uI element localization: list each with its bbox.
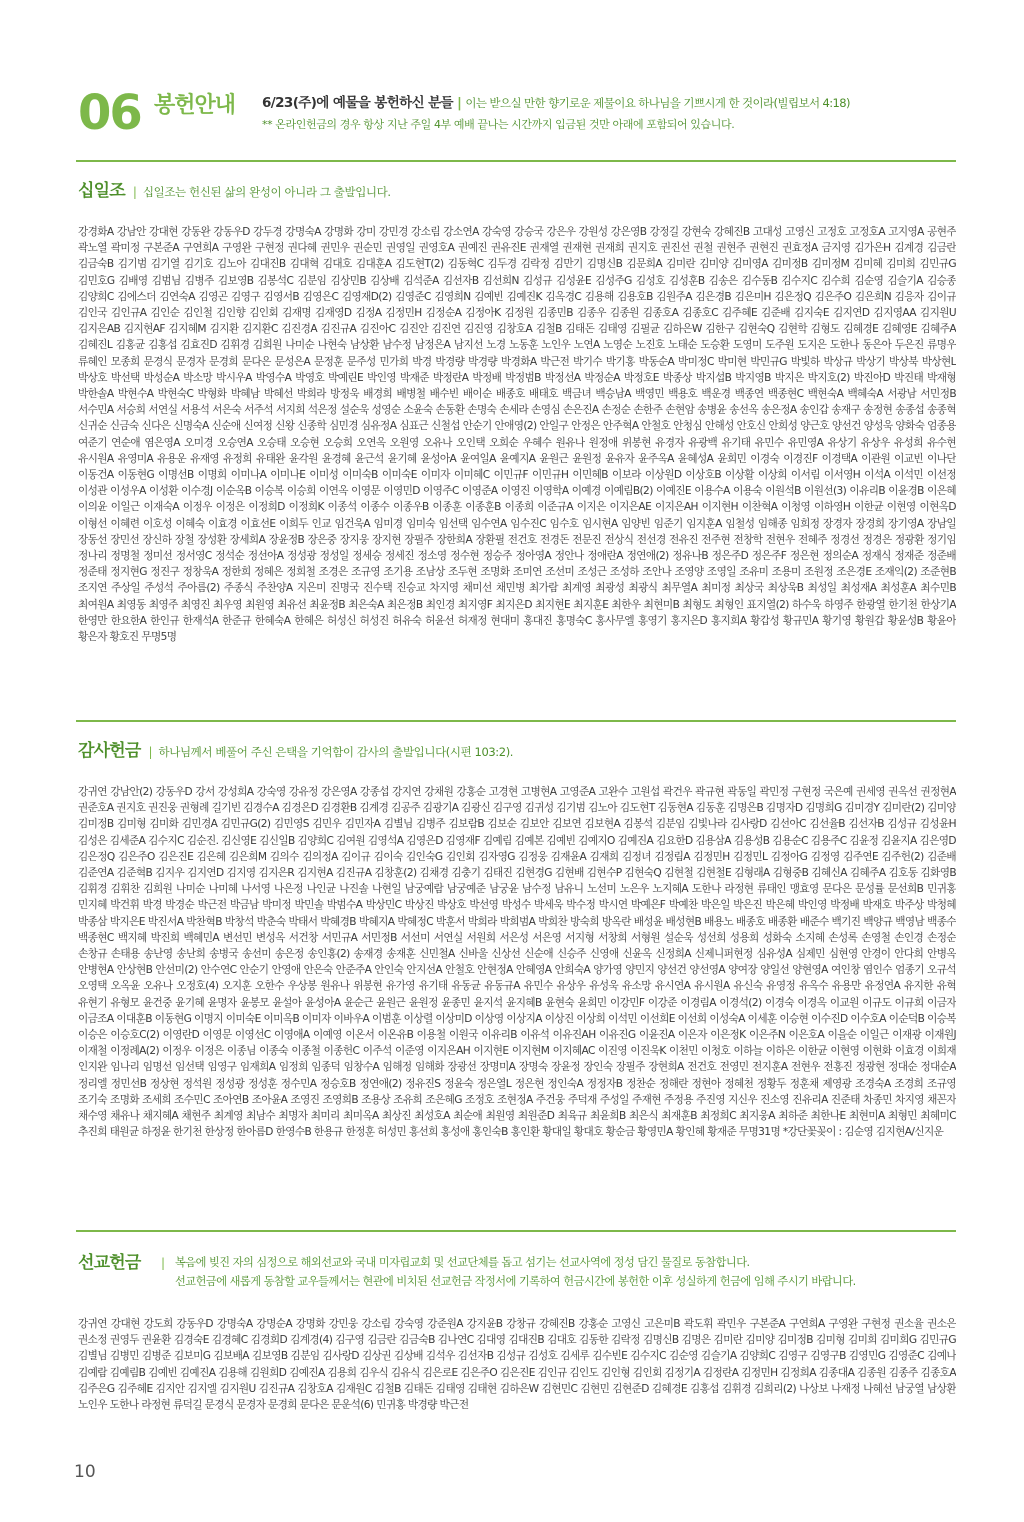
page-title: 봉헌안내 — [154, 93, 236, 118]
tithe-title: 십일조 — [78, 181, 125, 201]
tithe-divider — [76, 720, 956, 722]
divider-bar: | — [457, 95, 462, 111]
header-subtitle-line — [262, 94, 850, 112]
tithe-description: 십일조는 헌신된 삶의 완성이 아니라 그 출발입니다. — [142, 185, 391, 199]
thanks-heading — [78, 740, 513, 762]
mission-title: 선교헌금 — [78, 1253, 141, 1273]
tithe-heading — [78, 180, 391, 202]
mission-description-1: 복음에 빚진 자의 심정으로 해외선교와 국내 미자립교회 및 선교단체를 돕고 섬기는 선교사역에 정성 담긴 물질로 동참합니다. — [175, 1256, 750, 1269]
header-divider — [76, 160, 956, 162]
divider-bar: | — [132, 185, 137, 199]
thanks-description: 하나님께서 베풀어 주신 은택을 기억함이 감사의 출발입니다(시편 103:2). — [158, 745, 514, 759]
page-header — [78, 85, 958, 141]
divider-bar: | — [161, 1256, 166, 1270]
page-number: 10 — [74, 1462, 96, 1482]
header-verse: 이는 받으실 만한 향기로운 제물이요 하나님을 기쁘시게 한 것이라(빌립보서 4:18) — [465, 96, 850, 110]
mission-description-2: 선교헌금에 새롭게 동참할 교우들께서는 현관에 비치된 선교헌금 작정서에 기록하여 헌금시간에 봉헌한 이후 성실하게 헌금에 임해 주시기 바랍니다. — [175, 1275, 856, 1288]
thanks-name-list: 강귀연 강남안(2) 강동우D 강서 강성희A 강숙영 강유정 강은영A 강종섭 강지연 강채원 강홍순 고경현 고병현A 고영준A 고완수 고원섭 곽건우 곽규현 곽동일 곽민정 구현정 국은예 권세영 권옥선 권정현A 권준호A 권지호 권진웅 권형례 길기빈 김경수A 김경은D 김경환B 김계경 김공주 김광기A 김광신 김구영 김귀성 김기범 김노아 김도현T 김동현A 김동훈 김명은B 김명자D 김명희G 김미경Y 김미란(2) 김미양 김미정B 김미형 김미화 김민경A 김민규G(2) 김민영S 김민우 김민자A 김별님 김병주 김보람B 김보순 김보안 김보연 김보현A 김봉석 김분임 김빛나라 김사랑D 김선아C 김선율B 김선자B 김성규 김성윤H 김성은 김세준A 김수지C 김순진. 김신영E 김신일B 김양희C 김여원 김영석A 김영은D 김영재F 김예림 김예본 김예빈 김예지O 김예진A 김요한D 김용삼A 김용성B 김용순C 김용주C 김윤정 김윤지A 김은영D 김은정Q 김은주O 김은진E 김은혜 김은희M 김의수 김의정A 김이규 김이숙 김인숙G 김인회 김자영G 김정웅 김재윤A 김재희 김정녀 김정림A 김정민H 김정민L 김정아G 김정영 김주연E 김주헌(2) 김준배 김준연A 김준혁B 김지우 김지연D 김지영 김지은R 김지현A 김진규A 김창훈(2) 김채경 김충기 김태진 김현경G 김현배 김현수P 김현숙Q 김현철 김현철E 김형래A 김형중B 김혜신A 김혜주A 김호동 김화영B 김휘경 김휘찬 김희원 나미순 나미혜 나서영 나은정 나인균 나진솔 나현일 남궁예람 남궁예준 남궁윤 남수정 남유니 노선미 노은우 노지혜A 도한나 라정현 류태인 맹효영 문다은 문성률 문선희B 민귀홍 민지혜 박건휘 박경 박경순 박근전 박금남 박미정 박민솔 박범수A 박상민C 박상진 박상호 박선영 박성수 박세욱 박수정 박시연 박예은F 박예찬 박은일 박은진 박은혜 박인영 박정배 박재호 박주상 박청혜 박종삼 박지은E 박진서A 박찬혁B 박창석 박춘숙 박태서 박혜경B 박혜지A 박혜정C 박훈서 박희라 박희범A 박희찬 방숙희 방옥란 배성윤 배성현B 배용노 배종호 배종환 배준수 백기진 백양규 백영남 백종수 백종현C 백지혜 박진희 백혜민A 변선민 변성옥 서건창 서민규A 서민정B 서선미 서연실 서원희 서은성 서은영 서지형 서창희 서형원 설순욱 성선희 성용희 성화숙 소지혜 손성록 손영철 손인경 손정순 손창규 손태용 송난영 송난희 송병국 송선미 송은정 송인홍(2) 송재경 송재훈 신민철A 신바울 신상선 신순애 신승주 신영애 신윤옥 신정희A 신제니퍼현정 심유성A 심제민 심현영 안경이 안다희 안병옥 안병현A 안상현B 안선미(2) 안수연C 안순기 안영애 안은숙 안준주A 안인숙 안지선A 안철호 안현정A 안혜영A 안희숙A 양가영 양민지 양선건 양선영A 양여장 양일선 양현영A 여인창 염인수 엄종기 오규석 오영택 오옥윤 오유나 오정호(4) 오지훈 오한수 우상봉 원유나 위봉현 유가영 유기태 유동균 유동규A 유민수 유상우 유성욱 유소망 유시연A 유시원A 유신숙 유영정 유옥수 유용만 유정연A 유지한 유혁 유현기 유형모 윤건중 윤기혜 윤명자 윤봉모 윤설아 윤성아A 윤순근 윤원근 윤원정 윤종민 윤지석 윤지혜B 윤현숙 윤희민 이강민F 이강준 이경림A 이경석(2) 이경숙 이경옥 이교원 이규도 이규희 이금자 이금조A 이대훈B 이동현G 이명지 이미숙E 이미옥B 이미자 이바우A 이범훈 이상렬 이상미D 이상영 이상지A 이상진 이상희 이석민 이선희E 이선희 이성숙A 이세훈 이승현 이수진D 이수호A 이순덕B 이승복 이승은 이승호C(2) 이영란D 이영문 이영선C 이영애A 이예영 이온서 이온유B 이용철 이원국 이유리B 이유석 이유진AH 이유진G 이윤진A 이은자 이은정K 이은주N 이은호A 이을순 이일근 이재광 이재원J 이재철 이정례A(2) 이정우 이정은 이종님 이종숙 이종철 이종헌C 이주석 이준영 이지은AH 이지현E 이지현M 이지혜AC 이진영 이진욱K 이천민 이청호 이하늘 이하은 이한균 이현영 이현화 이효경 이희재 인지완 임나리 임명선 임선택 임영구 임재희A 임정희 임종덕 임창수A 임해정 임해화 장광선 장명미A 장명숙 장윤정 장인숙 장필주 장현희A 전건호 전영민 전지훈A 전현우 전홍진 정광현 정대순 정대순A 정리엘 정민선B 정상현 정석원 정성광 정성훈 정수민A 정승호B 정연애(2) 정유진S 정윤숙 정은열L 정은현 정인숙A 정정자B 정찬순 정해란 정현아 정혜천 정황두 정훈채 제영광 조경숙A 조경희 조규영 조기숙 조명화 조세희 조수민C 조아연B 조아윤A 조영진 조영희B 조용상 조유희 조은혜G 조정호 조현정A 주건웅 주덕재 주성일 주재현 주정용 주진영 지신우 진소영 진유리A 진준태 차종민 차지영 채꼰자 채수영 채유나 채지혜A 채현주 최계영 최남수 최명자 최미리 최미옥A 최상진 최성호A 최순애 최원영 최원준D 최육규 최윤희B 최은식 최재훈B 최정희C 최지웅A 최하준 최한나E 최현미A 최형민 최혜미C 추진희 태원균 하정윤 한기천 한상정 한아름D 한영수B 한용규 한정훈 허성민 홍선희 홍성애 홍인숙B 홍인환 황대일 황대호 황순금 황영민A 황인혜 황재준 무명31명 *강단꽃꽂이 : 김순영 김지현A/신지운 — [78, 786, 956, 1139]
header-subtitle: 6/23(주)에 예물을 봉헌하신 분들 — [262, 95, 454, 111]
mission-name-list: 강귀연 강대현 강도희 강동우D 강명숙A 강명순A 강명화 강민웅 강소림 강숙영 강준원A 강지윤B 강창규 강혜진B 강홍순 고영신 고은미B 곽도휘 곽민우 구본준A 구연희A 구영완 구현정 권소율 권소은 권소정 권영두 권윤환 김경숙E 김경혜C 김경희D 김계경(4) 김구영 김금란 김금숙B 김나연C 김대영 김대진B 김대호 김동한 김락정 김명신B 김명은 김미란 김미양 김미정B 김미형 김미희 김미희G 김민규G 김별님 김병민 김병준 김보미G 김보배A 김보영B 김분임 김사랑D 김상권 김상배 김석우 김선자B 김성규 김성호 김세루 김수빈E 김수지C 김순영 김슬기A 김양희C 김영구 김영구B 김영민G 김영준C 김예나 김예람 김예림B 김예빈 김예진A 김용해 김원희D 김예진A 김용희 김우식 김유식 김은로E 김은주O 김은진E 김인규 김인도 김인형 김인회 김정기A 김정란A 김정민H 김정희A 김종대A 김종원 김종주 김종호A 김주은G 김주혜E 김지안 김지엘 김지원U 김진규A 김창호A 김재원C 김철B 김태돈 김태영 김태현 김하은W 김현민C 김현민 김현준D 김혜경E 김홍섭 김휘경 김희리(2) 나상보 나재정 나혜선 남궁열 남상환 노인우 도한나 라정현 류덕길 문경식 문경자 문경희 문다은 문운석(6) 민귀홍 박경량 박근전 — [78, 1318, 956, 1412]
tithe-name-list: 강경화A 강남안 강대현 강동완 강동우D 강두경 강명숙A 강명화 강미 강민경 강소림 강소연A 강숙영 강승국 강은우 강원성 강은영B 강정길 강현숙 강혜진B 고대성 고영신 고정호 고정호A 고지영A 공현주 곽노열 곽미정 구본준A 구연희A 구영완 구현정 권다혜 권민우 권순민 권영일 권영호A 권예진 권유진E 권재열 권재현 권재희 권지호 권진선 권철 권현주 권현진 권효정A 금지영 김가은H 김계경 김금란 김금숙B 김기범 김기열 김기호 김노아 김대진B 김대혁 김대호 김대훈A 김도현T(2) 김동혁C 김두경 김락정 김만기 김명신B 김문희A 김미란 김미양 김미영A 김미정B 김미정M 김미혜 김미희 김민규G 김민호G 김배영 김범님 김병주 김보영B 김봉석C 김분임 김상민B 김상배 김석준A 김선자B 김선희N 김성규 김성윤E 김성주G 김성호 김성훈B 김송은 김수동B 김수지C 김수희 김순영 김슬기A 김승종 김양희C 김에스더 김연숙A 김영곤 김영구 김영서B 김영은C 김영재D(2) 김영준C 김영희N 김예빈 김예진K 김옥경C 김용해 김용호B 김원주A 김은경B 김은미H 김은정Q 김은주O 김은희N 김응자 김이규 김인국 김인규A 김인순 김인철 김인향 김인회 김재명 김재영D 김정A 김정민H 김정순A 김정아K 김정원 김종민B 김종우 김종원 김종호A 김종호C 김주혜E 김준배 김지숙E 김지연D 김지영AA 김지원U 김지은AB 김지현AF 김지혜M 김지환 김지환C 김진경A 김진규A 김진아C 김진안 김진연 김진영 김창호A 김철B 김태돈 김태영 김필균 김하은W 김한구 김현숙Q 김현학 김형도 김혜경E 김혜영E 김혜주A 김혜진L 김홍균 김홍섭 김효진D 김휘경 김희원 나미순 나현숙 남상환 남수정 남정은A 남지선 노경 노동훈 노인우 노연A 노영순 노진호 노태순 도승환 도영미 도주원 도지은 도한나 동은아 두은진 류명우 류혜인 모종희 문경식 문경자 문경희 문다은 문성은A 문정훈 문주성 민가희 박경 박경량 박경량 박경화A 박근전 박기수 박기홍 박동순A 박미정C 박미현 박민규G 박빛하 박상규 박상기 박상북 박상현L 박상호 박선택 박성순A 박소망 박시우A 박영수A 박영호 박예린E 박인영 박재준 박정란A 박정배 박정범B 박정선A 박정순A 박정호E 박종상 박지섭B 박지영B 박지은 박지호(2) 박진아D 박진태 박재형 박한솔A 박현수A 박현숙C 박형화 박혜남 박혜선 박희라 방정욱 배경희 배병철 배수빈 배이순 배종호 배태호 백금녀 백승남A 백영민 백용호 백운경 백종연 백종현C 백현숙A 백혜숙A 서광남 서민정B 서수민A 서승희 서연실 서용석 서은숙 서주석 서지희 석은정 설순욱 성영순 소윤숙 손동환 손명숙 손세라 손영심 손은진A 손정순 손한주 손현암 송병윤 송선옥 송은정A 송인갑 송재구 송정현 송종섭 송종혁 신귀순 신금숙 신다은 신명숙A 신순애 신여정 신왕 신종학 심민경 심유정A 심표근 신철섭 안순기 안애영(2) 안일구 안정은 안주혁A 안철호 안청심 안해성 안호신 안희성 양근호 양선건 양성욱 양화숙 엄종용 여준기 연순애 염은영A 오미경 오승연A 오승태 오승현 오승희 오연옥 오원영 오유나 오인택 오희순 우혜수 원유나 원정애 위봉현 유경자 유광백 유기태 유민수 유민영A 유상기 유상우 유성희 유수현 유시원A 유영미A 유용운 유재영 유정희 유태완 윤각원 윤경혜 윤근석 윤기혜 윤성아A 윤여일A 윤예지A 윤원근 윤원정 윤유자 윤주옥A 윤혜성A 윤희민 이경숙 이경진F 이경택A 이관원 이교빈 이나단 이동건A 이동현G 이명선B 이명희 이미나A 이미나E 이미성 이미숙B 이미숙E 이미자 이미혜C 이민규F 이민규H 이민혜B 이보라 이상원D 이상호B 이상활 이상희 이서림 이서영H 이석A 이석민 이선정 이성관 이성우A 이성환 이수경J 이순옥B 이승복 이승희 이연옥 이영문 이영민D 이영주C 이영준A 이영진 이영학A 이예경 이예림B(2) 이예진E 이용수A 이용숙 이원석B 이원선(3) 이유리B 이윤경B 이은혜 이의윤 이일근 이재숙A 이정우 이정은 이정희D 이정희K 이종석 이종수 이종우B 이종훈 이종훈B 이종희 이준규A 이지은 이지은AE 이지은AH 이지현H 이찬혁A 이청영 이하영H 이한균 이현영 이현옥D 이형선 이혜련 이호성 이혜숙 이효경 이효선E 이희두 인교 임건욱A 임미경 임미숙 임선택 임수연A 임수진C 임수호 임시현A 임양빈 임준기 임지훈A 임철성 임해종 임희정 장경자 장경희 장기영A 장남일 장동선 장민선 장신하 장철 장성환 장세희A 장윤정B 장은중 장지웅 장지현 장필주 장한희A 장환필 전건호 전경돈 전문진 전상식 전선경 전유진 전주현 전창학 전현우 전혜주 정경선 정경은 정광환 정기임 정나리 정명철 정미선 정서영C 정석순 정선아A 정성광 정성일 정세승 정세진 정소영 정수현 정승주 정아영A 정안나 정애란A 정연애(2) 정유나B 정은주D 정은주F 정은현 정의순A 정재식 정재준 정준배 정준태 정지현G 정진구 정창욱A 정한희 정혜은 정희철 조경은 조규영 조기용 조남상 조두현 조명화 조미연 조선미 조성근 조성하 조안나 조영양 조영일 조유미 조용미 조원정 조은경E 조재익(2) 조준현B 조지연 주상일 주성석 주아름(2) 주종식 주찬양A 지은미 진명국 진수택 진승교 차지영 채미선 채민병 최가람 최계영 최광성 최광식 최무열A 최미정 최상국 최상욱B 최성일 최성재A 최성훈A 최수민B 최여원A 최영동 최영주 최영진 최우영 최원영 최유선 최윤정B 최은숙A 최은정B 최인경 최지영F 최지은D 최지현E 최지훈E 최한우 최현미B 최형도 최형인 표지열(2) 하수욱 하영주 한광열 한기천 한상기A 한영만 한요한A 한인규 한재석A 한준규 한혜숙A 한혜은 허성신 허성진 허유숙 허윤선 허재정 현대미 홍대진 홍명숙C 홍사무엘 홍영기 홍지은D 홍지희A 황갑성 황규민A 황기영 황원갑 황윤성B 황윤아 황은자 황호진 무명5명 — [78, 226, 956, 644]
online-offering-note: ** 온라인헌금의 경우 항상 지난 주일 4부 예배 끝나는 시간까지 입금된 것만 아래에 포함되어 있습니다. — [262, 118, 735, 131]
section-number: 06 — [78, 85, 141, 141]
thanks-title: 감사헌금 — [78, 741, 141, 761]
thanks-divider — [76, 1230, 956, 1232]
divider-bar: | — [148, 745, 153, 759]
